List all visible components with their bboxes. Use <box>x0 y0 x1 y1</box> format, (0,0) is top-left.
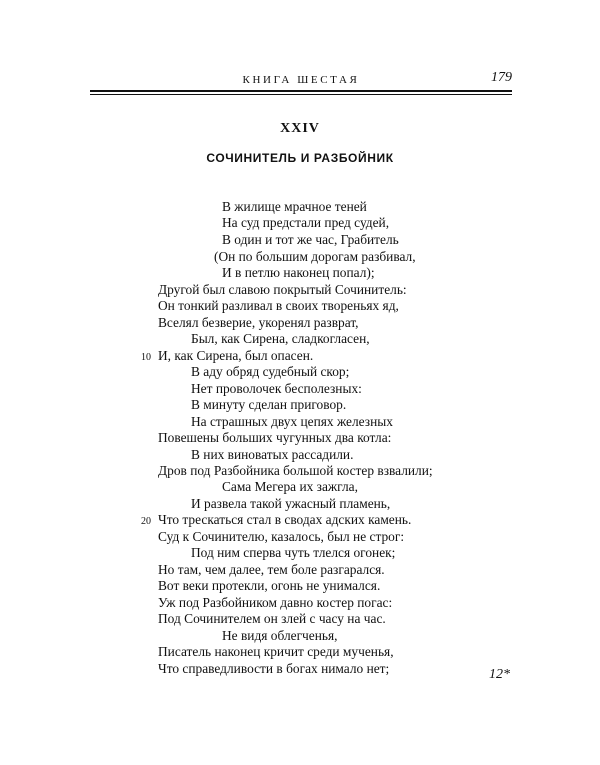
line-number: 20 <box>141 516 151 527</box>
poem-line: Вселял безверие, укоренял разврат, <box>158 315 359 330</box>
poem-line: Был, как Сирена, сладкогласен, <box>191 331 370 346</box>
poem-line: И, как Сирена, был опасен. <box>158 348 314 363</box>
poem-line: В жилище мрачное теней <box>222 199 367 214</box>
poem-line: Писатель наконец кричит среди мученья, <box>158 644 394 659</box>
poem-line: Под Сочинителем он злей с часу на час. <box>158 611 386 626</box>
poem-line: На страшных двух цепях железных <box>191 414 393 429</box>
poem-line: Сама Мегера их зажгла, <box>222 479 358 494</box>
poem-line: В один и тот же час, Грабитель <box>222 232 399 247</box>
poem-line: В минуту сделан приговор. <box>191 397 347 412</box>
fable-title: СОЧИНИТЕЛЬ И РАЗБОЙНИК <box>206 151 394 165</box>
poem-line: В аду обряд судебный скор; <box>191 364 350 379</box>
poem-line: Уж под Разбойником давно костер погас: <box>158 595 393 610</box>
poem-line: Повешены больших чугунных два котла: <box>158 430 392 445</box>
poem-line: Не видя облегченья, <box>222 628 338 643</box>
poem-line: Что трескаться стал в сводах адских камень. <box>158 512 412 527</box>
poem-line: Суд к Сочинителю, казалось, был не строг: <box>158 529 405 544</box>
poem-line: Что справедливости в богах нимало нет; <box>158 661 390 676</box>
poem-line: Вот веки протекли, огонь не унимался. <box>158 578 381 593</box>
poem-line: В них виноватых рассадили. <box>191 447 354 462</box>
poem-line: Но там, чем далее, тем боле разгарался. <box>158 562 385 577</box>
book-title: КНИГА ШЕСТАЯ <box>242 74 360 86</box>
page-number: 179 <box>491 70 512 85</box>
poem-line: И в петлю наконец попал); <box>222 265 375 280</box>
poem-line: Он тонкий разливал в своих твореньях яд, <box>158 298 399 313</box>
poem-line: (Он по большим дорогам разбивал, <box>214 249 416 264</box>
fable-number: XXIV <box>280 121 320 136</box>
poem-line: На суд предстали пред судей, <box>222 215 390 230</box>
signature-mark: 12* <box>489 667 510 682</box>
poem-line: Нет проволочек бесполезных: <box>191 381 362 396</box>
poem-line: Дров под Разбойника большой костер взвалили; <box>158 463 433 478</box>
poem-line: Под ним сперва чуть тлелся огонек; <box>191 545 396 560</box>
line-number: 10 <box>141 352 151 363</box>
poem-line: И развела такой ужасный пламень, <box>191 496 391 511</box>
poem-line: Другой был славою покрытый Сочинитель: <box>158 282 407 297</box>
